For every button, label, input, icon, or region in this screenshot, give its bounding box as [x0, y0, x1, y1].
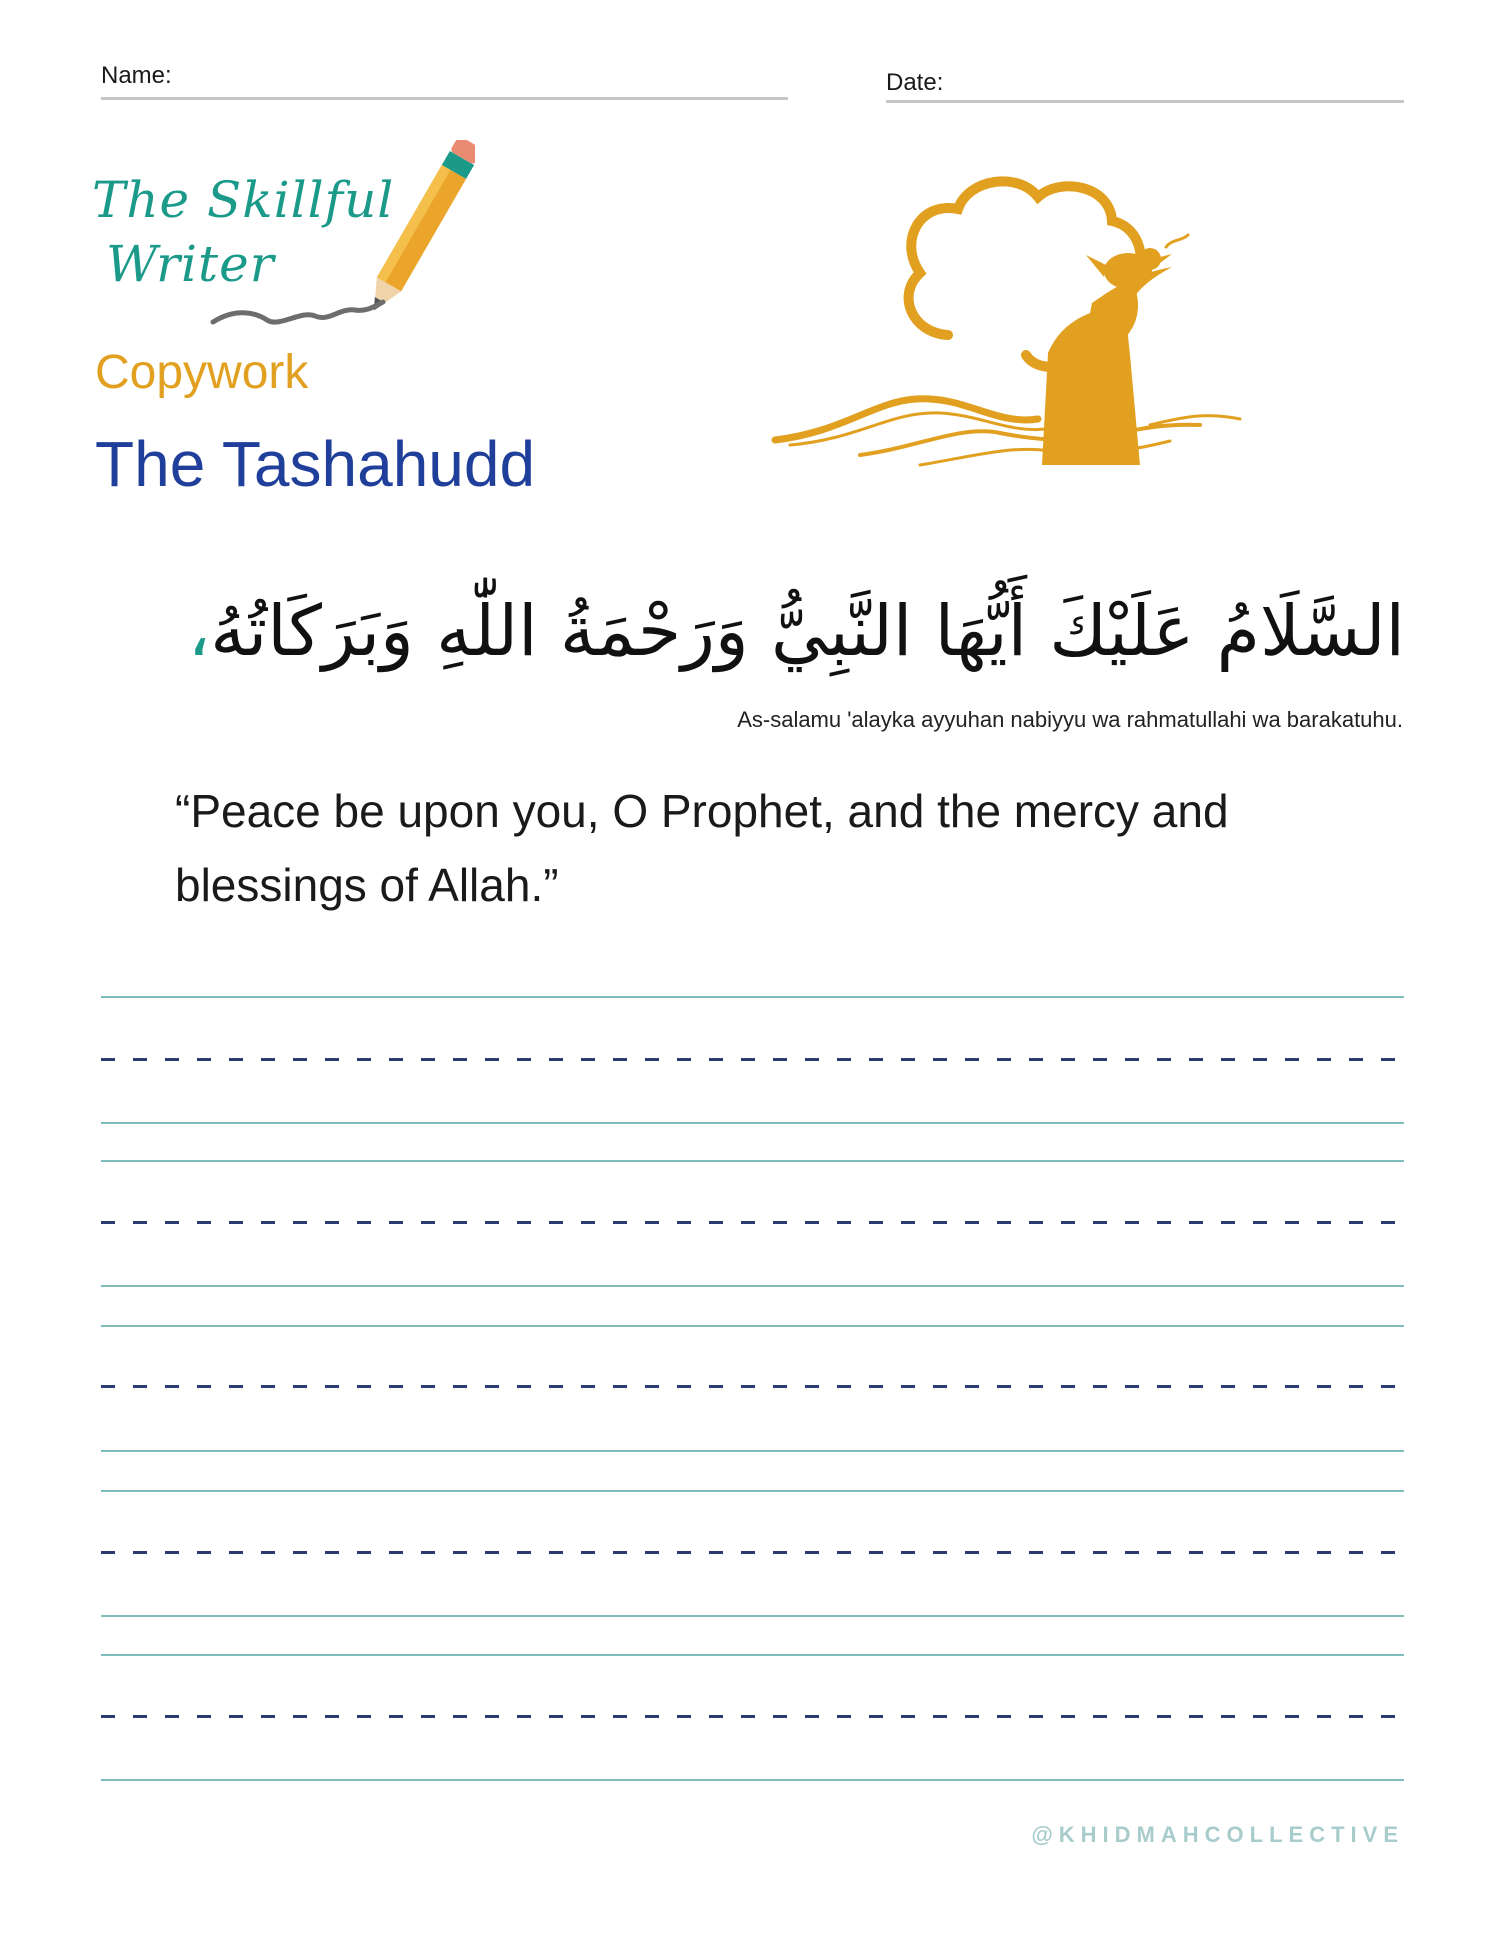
- name-field[interactable]: [101, 97, 788, 100]
- guide-line-top: [101, 1325, 1404, 1327]
- date-field[interactable]: [886, 100, 1404, 103]
- date-label: Date:: [886, 69, 944, 96]
- arabic-text: السَّلَامُ عَلَيْكَ أَيُّهَا النَّبِيُّ وَرَحْمَةُ اللّٰهِ وَبَرَكَاتُهُ: [210, 590, 1405, 672]
- brand-line-2: Writer: [106, 235, 275, 293]
- guide-line-base: [101, 1122, 1404, 1124]
- guide-line-mid: [101, 1551, 1404, 1554]
- brand-line-1: The Skillful: [92, 171, 395, 229]
- category-label: Copywork: [95, 346, 309, 399]
- guide-line-top: [101, 1490, 1404, 1492]
- tree-bird-illustration: [770, 175, 1290, 475]
- guide-line-mid: [101, 1058, 1404, 1061]
- translation: “Peace be upon you, O Prophet, and the mercy and blessings of Allah.”: [175, 785, 1229, 911]
- guide-line-base: [101, 1285, 1404, 1287]
- transliteration: As-salamu 'alayka ayyuhan nabiyyu wa rahmatullahi wa barakatuhu.: [737, 707, 1403, 732]
- guide-line-base: [101, 1779, 1404, 1781]
- guide-line-mid: [101, 1385, 1404, 1388]
- guide-line-top: [101, 1160, 1404, 1162]
- name-label: Name:: [101, 62, 172, 89]
- guide-line-top: [101, 1654, 1404, 1656]
- guide-line-top: [101, 996, 1404, 998]
- guide-line-base: [101, 1450, 1404, 1452]
- arabic-passage: [188, 590, 1405, 672]
- pencil-icon: [205, 140, 475, 340]
- page-title: The Tashahudd: [95, 428, 536, 500]
- guide-line-base: [101, 1615, 1404, 1617]
- guide-line-mid: [101, 1221, 1404, 1224]
- footer-credit: @KHIDMAHCOLLECTIVE: [1031, 1822, 1404, 1847]
- arabic-comma: ،: [187, 590, 211, 672]
- guide-line-mid: [101, 1715, 1404, 1718]
